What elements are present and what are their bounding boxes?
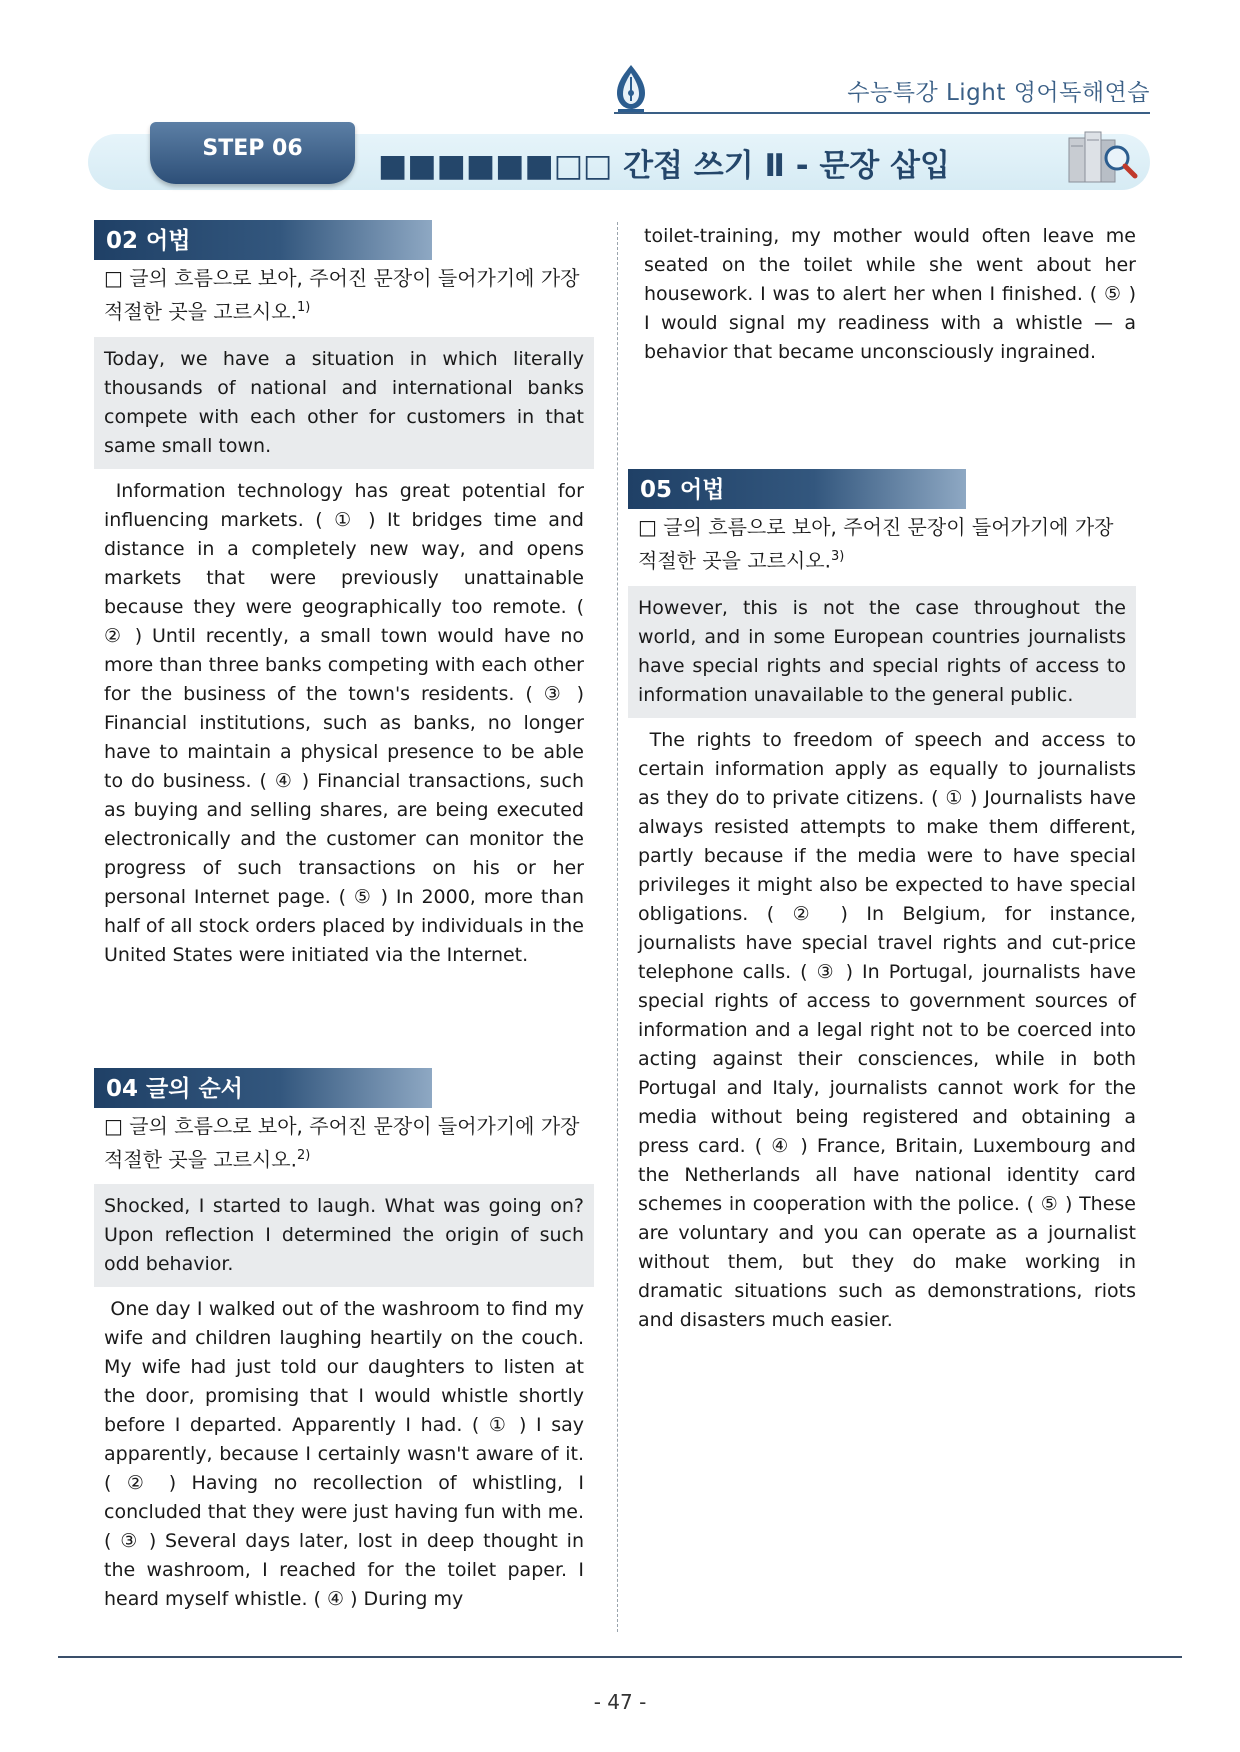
series-title: 수능특강 Light 영어독해연습: [847, 80, 1150, 106]
section-header-05: 05 어법: [628, 469, 966, 509]
passage-04-continuation: toilet-training, my mother would often leave me seated on the toilet while she went about her housework. I was to alert her when I finished. ( ⑤ ) I would signal my readiness with a whistle — a behavior that became unconsciously ingrained.: [644, 225, 1136, 363]
column-divider: [617, 222, 618, 1632]
pen-nib-logo-icon: [614, 63, 648, 115]
passage-04: One day I walked out of the washroom to find my wife and children laughing heartily on the couch. My wife had just told our daughters to listen at the door, promising that I would whistle shortly before I departed. Apparently I had. ( ① ) I say apparently, because I certainly wasn't aware of it. ( ② ) Having no recollection of whistling, I concluded that they were just having fun with me. ( ③ ) Several days later, lost in deep thought in the washroom, I reached for the toilet paper. I heard myself whistle. ( ④ ) During my: [104, 1298, 584, 1611]
page-title: ■■■■■■□□ 간접 쓰기 Ⅱ - 문장 삽입: [378, 148, 950, 184]
right-column: [636, 222, 1136, 1335]
footer-rule: [58, 1656, 1182, 1658]
left-column: [94, 220, 594, 1614]
given-sentence-05: However, this is not the case throughout the world, and in some European countries journalists have special rights and special rights of access to information unavailable to the general public.: [628, 586, 1136, 718]
header-rule: [614, 112, 1150, 114]
given-sentence-02: Today, we have a situation in which literally thousands of national and international banks compete with each other for customers in that same small town.: [94, 337, 594, 469]
instruction-05: □ 글의 흐름으로 보아, 주어진 문장이 들어가기에 가장 적절한 곳을 고르시오.$^{3)}$: [638, 515, 1114, 573]
books-magnifier-icon: [1063, 126, 1141, 188]
page-number: - 47 -: [593, 1690, 647, 1714]
instruction-02: □ 글의 흐름으로 보아, 주어진 문장이 들어가기에 가장 적절한 곳을 고르시오.$^{1)}$: [104, 266, 580, 324]
passage-02: Information technology has great potential for influencing markets. ( ① ) It bridges time and distance in a completely new way, and opens markets that were previously unattainable because they were geographically too remote. ( ② ) Until recently, a small town would have no more than three banks competing with each other for the business of the town's residents. ( ③ ) Financial institutions, such as banks, no longer have to maintain a physical presence to be able to do business. ( ④ ) Financial transactions, such as buying and selling shares, are being executed electronically and the customer can monitor the progress of such transactions on his or her personal Internet page. ( ⑤ ) In 2000, more than half of all stock orders placed by individuals in the United States were initiated via the Internet.: [104, 479, 584, 966]
given-sentence-04: Shocked, I started to laugh. What was going on? Upon reflection I determined the origin of such odd behavior.: [94, 1184, 594, 1287]
section-header-02: 02 어법: [94, 220, 432, 260]
section-header-04: 04 글의 순서: [94, 1068, 432, 1108]
instruction-04: □ 글의 흐름으로 보아, 주어진 문장이 들어가기에 가장 적절한 곳을 고르시오.$^{2)}$: [104, 1113, 580, 1172]
step-tab: STEP 06: [150, 122, 355, 184]
passage-05: The rights to freedom of speech and access to certain information apply as equally to journalists as they do to private citizens. ( ① ) Journalists have always resisted attempts to make them different, partly because if the media were to have special privileges it might also be expected to have special obligations. ( ② ) In Belgium, for instance, journalists have special travel rights and cut-price telephone calls. ( ③ ) In Portugal, journalists have special rights of access to government sources of information and a legal right not to be coerced into acting against their consciences, while in both Portugal and Italy, journalists cannot work for the media without being registered and obtaining a press card. ( ④ ) France, Britain, Luxembourg and the Netherlands all have national identity card schemes in cooperation with the police. ( ⑤ ) These are voluntary and you can operate as a journalist without them, but they do make working in dramatic situations such as demonstrations, riots and disasters much easier.: [638, 728, 1136, 1331]
